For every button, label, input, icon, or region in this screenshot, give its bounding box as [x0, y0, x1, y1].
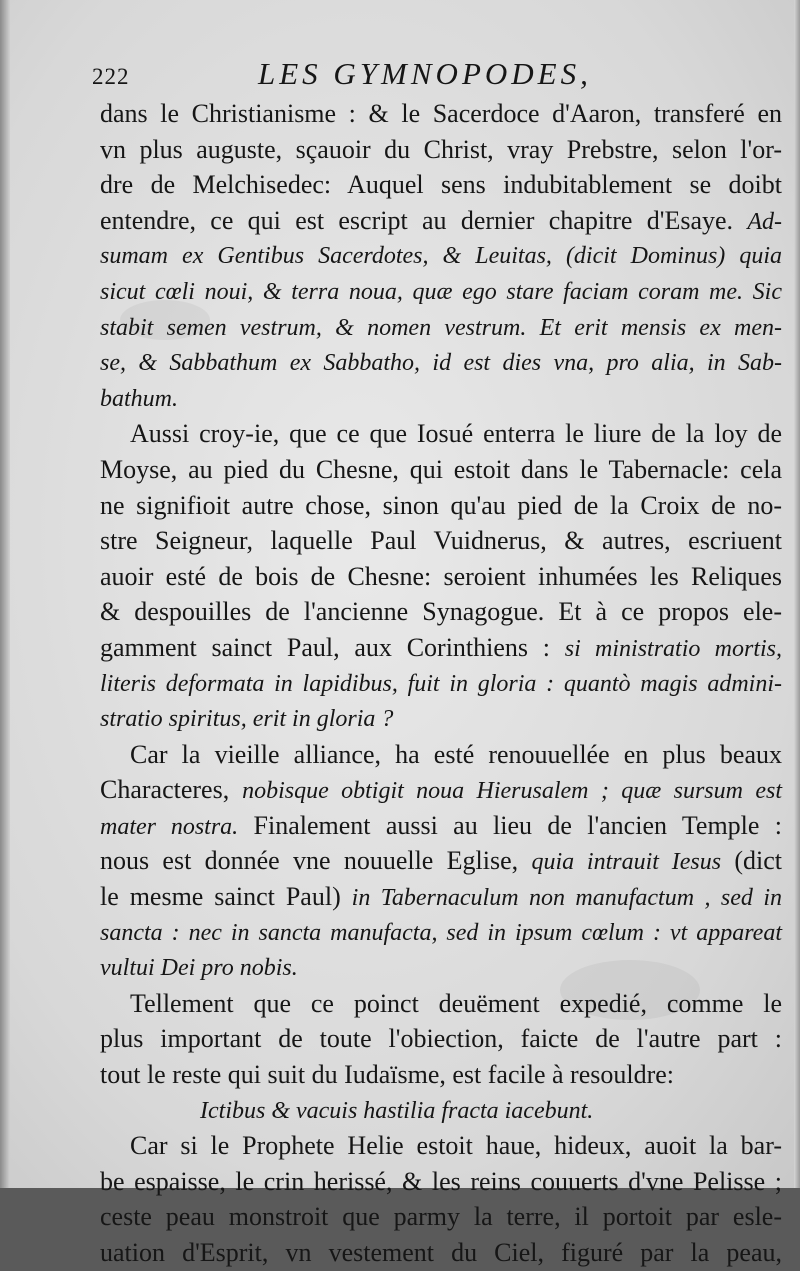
text-line — [100, 167, 782, 203]
page-text — [92, 52, 790, 1271]
running-title: LES GYMNOPODES, — [258, 56, 592, 91]
roman-text: tout le reste qui suit du Iudaïsme, est facile à resouldre: — [100, 1060, 674, 1090]
text-line — [100, 1128, 782, 1164]
text-line — [100, 1057, 782, 1093]
page-edge-right — [794, 0, 800, 1188]
roman-text: Moyse, au pied du Chesne, qui estoit dans le Tabernacle: cela — [100, 454, 782, 484]
italic-text: in Tabernaculum non manufactum , sed in — [351, 885, 782, 912]
text-line — [100, 879, 782, 915]
roman-text: Aussi croy-ie, que ce que Iosué enterra le liure de la loy de — [130, 419, 782, 449]
text-line — [100, 1093, 782, 1129]
roman-text: auoir esté de bois de Chesne: seroient inhumées les Reliques — [100, 561, 782, 591]
text-line — [100, 594, 782, 630]
text-line — [100, 701, 782, 737]
text-line — [100, 345, 782, 381]
italic-text: se, & Sabbathum ex Sabbatho, id est dies vna, pro alia, in Sab- — [100, 350, 782, 377]
roman-text: stre Seigneur, laquelle Paul Vuidnerus, & autres, escriuent — [100, 526, 782, 556]
italic-text: sumam ex Gentibus Sacerdotes, & Leuitas, (dicit Dominus) quia — [100, 243, 782, 270]
text-line — [100, 843, 782, 879]
roman-text: ceste peau monstroit que parmy la terre, il portoit par esle- — [100, 1202, 782, 1232]
roman-text: (dict — [721, 846, 782, 876]
text-line — [100, 238, 782, 274]
roman-text: Characteres, — [100, 775, 243, 805]
text-line — [100, 452, 782, 488]
text-line — [100, 772, 782, 808]
roman-text: Finalement aussi au lieu de l'ancien Temple : — [238, 810, 782, 840]
italic-text: stratio spiritus, erit in gloria ? — [100, 706, 394, 733]
text-line — [100, 523, 782, 559]
roman-text: Car si le Prophete Helie estoit haue, hideux, auoit la bar- — [130, 1131, 782, 1161]
italic-text: si ministratio mortis, — [564, 635, 782, 662]
page-number: 222 — [92, 64, 130, 89]
roman-text: dans le Christianisme : & le Sacerdoce d'Aaron, transferé en — [100, 99, 782, 128]
text-line — [100, 381, 782, 417]
text-line — [100, 986, 782, 1022]
italic-text: nobisque obtigit noua Hierusalem ; quæ sursum est — [242, 778, 783, 805]
roman-text: Car la vieille alliance, ha esté renouuellée en plus beaux — [130, 739, 782, 769]
running-head — [92, 52, 790, 92]
text-line — [100, 737, 782, 773]
text-line — [100, 488, 782, 524]
roman-text: ne signifioit autre chose, sinon qu'au pied de la Croix de no- — [100, 490, 782, 520]
italic-text: Ad- — [747, 208, 782, 235]
text-line — [100, 1199, 782, 1235]
roman-text: le mesme sainct Paul) — [100, 882, 352, 912]
roman-text: nous est donnée vne nouuelle Eglise, — [100, 846, 532, 876]
italic-text: stabit semen vestrum, & nomen vestrum. Et erit mensis ex men- — [100, 314, 782, 341]
italic-text: sicut cœli noui, & terra noua, quæ ego stare faciam coram me. Sic — [100, 278, 782, 305]
text-line — [100, 274, 782, 310]
text-line — [100, 808, 782, 844]
text-line — [100, 559, 782, 595]
italic-text: bathum. — [100, 385, 178, 412]
text-line — [100, 666, 782, 702]
text-line — [100, 950, 782, 986]
roman-text: & despouilles de l'ancienne Synagogue. Et à ce propos ele- — [100, 597, 782, 627]
italic-text: sancta : nec in sancta manufacta, sed in ipsum cœlum : vt appareat — [100, 919, 782, 946]
text-line — [100, 630, 782, 666]
italic-text: mater nostra. — [100, 813, 239, 840]
roman-text: dre de Melchisedec: Auquel sens indubitablement se doibt — [100, 170, 782, 200]
italic-text: quia intrauit Iesus — [531, 849, 722, 876]
text-line — [100, 96, 782, 132]
text-line — [100, 1021, 782, 1057]
roman-text: vn plus auguste, sçauoir du Christ, vray Prebstre, selon l'or- — [100, 134, 782, 164]
text-line — [100, 915, 782, 951]
italic-text: literis deformata in lapidibus, fuit in gloria : quantò magis admini- — [100, 670, 782, 697]
roman-text: plus important de toute l'obiection, faicte de l'autre part : — [100, 1024, 782, 1054]
text-line — [100, 310, 782, 346]
body-text — [100, 96, 790, 1271]
roman-text: uation d'Esprit, vn vestement du Ciel, figuré par la peau, — [100, 1238, 782, 1267]
roman-text: entendre, ce qui est escript au dernier chapitre d'Esaye. — [100, 205, 748, 235]
roman-text: Tellement que ce poinct deuëment expedié, comme le — [130, 988, 782, 1018]
text-line — [100, 132, 782, 168]
roman-text: be espaisse, le crin herissé, & les reins couuerts d'vne Pelisse ; — [100, 1166, 782, 1196]
italic-text: vultui Dei pro nobis. — [100, 955, 298, 982]
text-line — [100, 203, 782, 239]
text-line — [100, 1235, 782, 1271]
roman-text: gamment sainct Paul, aux Corinthiens : — [100, 632, 565, 662]
page-edge-left — [0, 0, 10, 1188]
text-line — [100, 1164, 782, 1200]
italic-text: Ictibus & vacuis hastilia fracta iacebunt. — [200, 1097, 594, 1124]
text-line — [100, 416, 782, 452]
